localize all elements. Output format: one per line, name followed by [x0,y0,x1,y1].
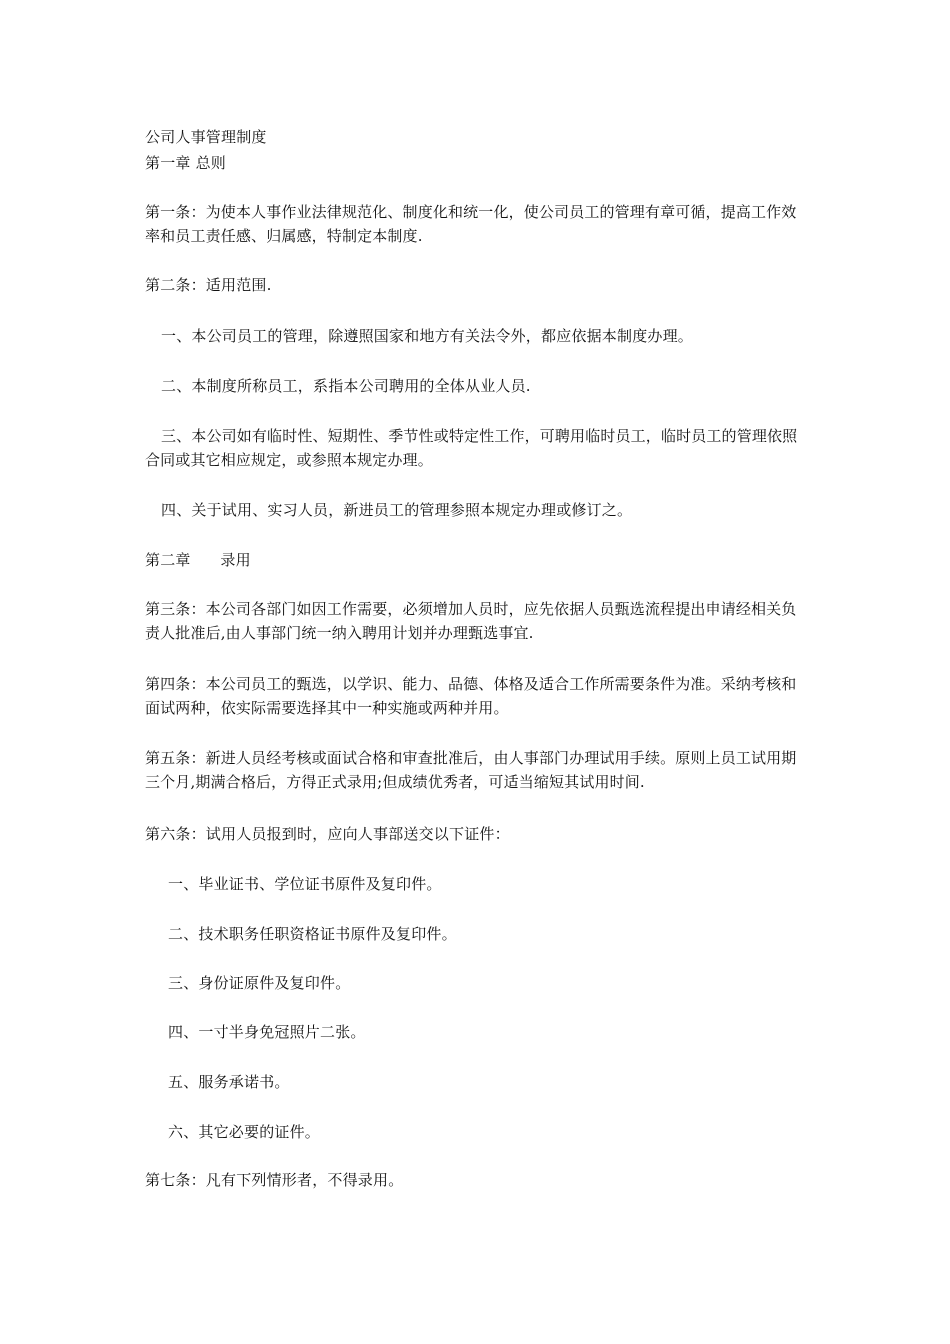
article-2-item-3: 三、本公司如有临时性、短期性、季节性或特定性工作，可聘用临时员工，临时员工的管理依照合同或其它相应规定，或参照本规定办理。 [145,427,798,469]
article-4: 第四条：本公司员工的甄选，以学识、能力、品德、体格及适合工作所需要条件为准。采纳考核和面试两种，依实际需要选择其中一种实施或两种并用。 [145,675,797,717]
article-1: 第一条：为使本人事作业法律规范化、制度化和统一化，使公司员工的管理有章可循，提高工作效率和员工责任感、归属感，特制定本制度. [145,203,797,245]
article-6-item-1: 一、毕业证书、学位证书原件及复印件。 [168,875,442,893]
chapter-2-heading: 第二章 录用 [145,551,251,569]
article-2-item-1: 一、本公司员工的管理，除遵照国家和地方有关法令外，都应依据本制度办理。 [161,327,694,345]
article-5: 第五条：新进人员经考核或面试合格和审查批准后，由人事部门办理试用手续。原则上员工试用期三个月,期满合格后，方得正式录用;但成绩优秀者，可适当缩短其试用时间. [145,749,797,791]
article-6-item-4: 四、一寸半身免冠照片二张。 [168,1023,366,1041]
article-7: 第七条：凡有下列情形者，不得录用。 [145,1171,404,1189]
article-6-item-2: 二、技术职务任职资格证书原件及复印件。 [168,925,457,943]
document-title: 公司人事管理制度 [145,128,267,146]
article-6-item-3: 三、身份证原件及复印件。 [168,974,351,992]
article-3: 第三条：本公司各部门如因工作需要，必须增加人员时，应先依据人员甄选流程提出申请经相关负责人批准后,由人事部门统一纳入聘用计划并办理甄选事宜. [145,600,797,642]
article-6-item-6: 六、其它必要的证件。 [168,1123,321,1141]
article-2-item-2: 二、本制度所称员工，系指本公司聘用的全体从业人员. [161,377,531,395]
article-2-item-4: 四、关于试用、实习人员，新进员工的管理参照本规定办理或修订之。 [161,501,633,519]
article-2: 第二条：适用范围. [145,276,272,294]
article-6: 第六条：试用人员报到时，应向人事部送交以下证件： [145,825,510,843]
chapter-1-heading: 第一章 总则 [145,154,226,172]
article-6-item-5: 五、服务承诺书。 [168,1073,290,1091]
